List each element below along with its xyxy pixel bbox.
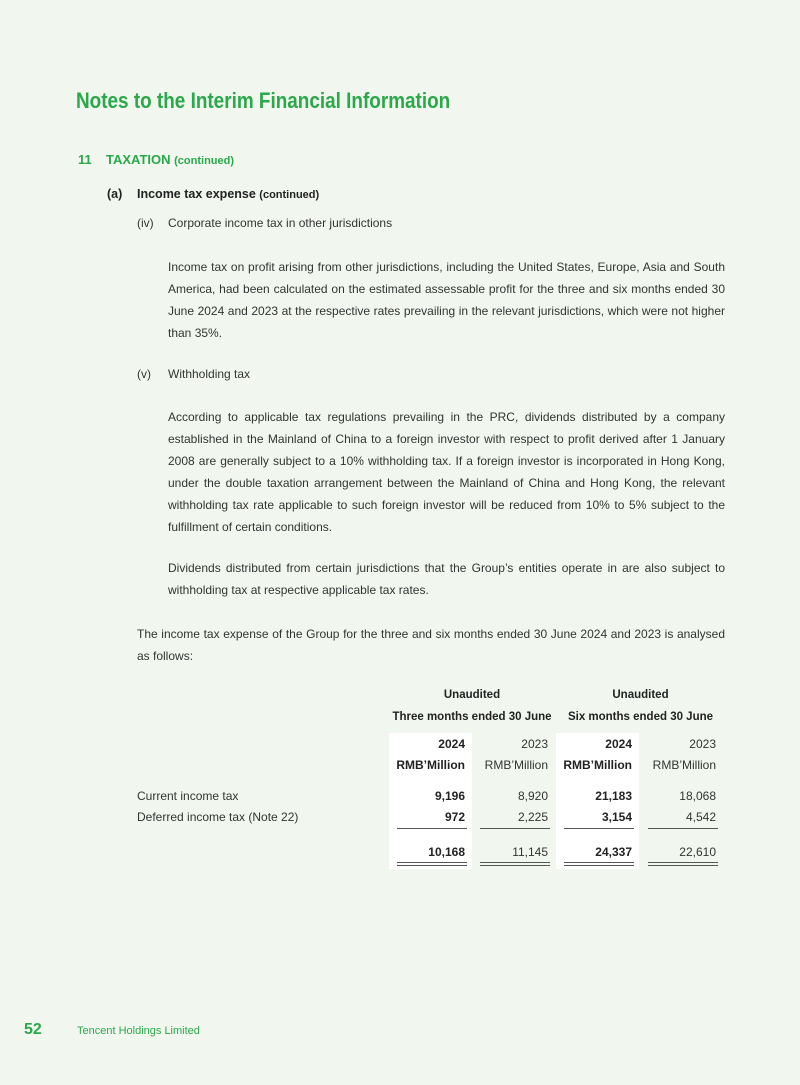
table-cell: 9,196 (434, 789, 465, 803)
page-title: Notes to the Interim Financial Information (76, 88, 451, 113)
year-header: 2024 (438, 737, 465, 751)
total-cell: 10,168 (428, 845, 465, 859)
unit-header: RMB’Million (652, 758, 716, 772)
total-rule-bottom (564, 865, 634, 866)
unit-header: RMB’Million (563, 758, 632, 772)
total-rule-top (648, 862, 718, 863)
paragraph-v-2: Dividends distributed from certain jurisdictions that the Group’s entities operate in are also subject to withholding tax at respective applicable tax rates. (168, 561, 725, 597)
section-heading (78, 152, 234, 167)
total-rule-top (480, 862, 550, 863)
table-cell: 972 (444, 810, 465, 824)
total-cell: 22,610 (679, 845, 716, 859)
company-name: Tencent Holdings Limited (77, 1025, 200, 1037)
row-label-deferred-income-tax: Deferred income tax (Note 22) (137, 810, 299, 824)
unit-header: RMB’Million (396, 758, 465, 772)
year-header: 2023 (521, 737, 548, 751)
item-heading-v (137, 367, 250, 381)
section-suffix: (continued) (174, 155, 235, 167)
total-rule-top (397, 862, 467, 863)
total-rule-bottom (480, 865, 550, 866)
total-rule-bottom (648, 865, 718, 866)
item-heading-iv (137, 216, 392, 230)
subsection-heading (107, 187, 319, 201)
unit-header: RMB’Million (484, 758, 548, 772)
subsection-suffix: (continued) (259, 189, 320, 201)
total-cell: 11,145 (512, 845, 548, 859)
item-title: Corporate income tax in other jurisdictions (168, 216, 393, 230)
table-cell: 2,225 (517, 810, 548, 824)
subtotal-rule (397, 828, 467, 829)
paragraph-v-1: According to applicable tax regulations prevailing in the PRC, dividends distributed by a company established in the Mainland of China to a foreign investor with respect to profit derived after 1 January 2008 are generally subject to a 10% withholding tax. If a foreign investor is incorporated in Hong Kong, under the double taxation arrangement between the Mainland of China and Hong Kong, the relevant withholding tax rate applicable to such foreign investor will be reduced from 10% to 5% subject to the fulfillment of certain conditions. (168, 410, 725, 534)
paragraph-iv-1: Income tax on profit arising from other jurisdictions, including the United States, Europe, Asia and South America, had been calculated on the estimated assessable profit for the three and six months ended 30 June 2024 and 2023 at the respective rates prevailing in the relevant jurisdictions, which were not higher than 35%. (168, 260, 725, 340)
table-cell: 3,154 (601, 810, 632, 824)
table-intro: The income tax expense of the Group for the three and six months ended 30 June 2024 and 2023 is analysed as follows: (137, 627, 725, 663)
row-label-current-income-tax: Current income tax (137, 789, 239, 803)
subtotal-rule (480, 828, 550, 829)
group-period: Six months ended 30 June (567, 711, 714, 723)
total-rule-top (564, 862, 634, 863)
year-header: 2023 (689, 737, 716, 751)
year-header: 2024 (605, 737, 632, 751)
table-cell: 8,920 (517, 789, 548, 803)
subsection-title: Income tax expense (137, 187, 256, 201)
item-title: Withholding tax (168, 367, 251, 381)
section-title: TAXATION (106, 152, 171, 167)
group-status: Unaudited (443, 689, 501, 701)
table-cell: 21,183 (595, 789, 632, 803)
group-period: Three months ended 30 June (392, 711, 552, 723)
total-rule-bottom (397, 865, 467, 866)
item-label: (iv) (137, 216, 154, 230)
section-number: 11 (78, 152, 92, 167)
page-number: 52 (24, 1021, 42, 1038)
item-label: (v) (137, 367, 151, 381)
subsection-label: (a) (107, 187, 123, 201)
group-status: Unaudited (612, 689, 669, 701)
subtotal-rule (564, 828, 634, 829)
total-cell: 24,337 (595, 845, 632, 859)
table-cell: 18,068 (679, 789, 716, 803)
table-cell: 4,542 (685, 810, 716, 824)
subtotal-rule (648, 828, 718, 829)
